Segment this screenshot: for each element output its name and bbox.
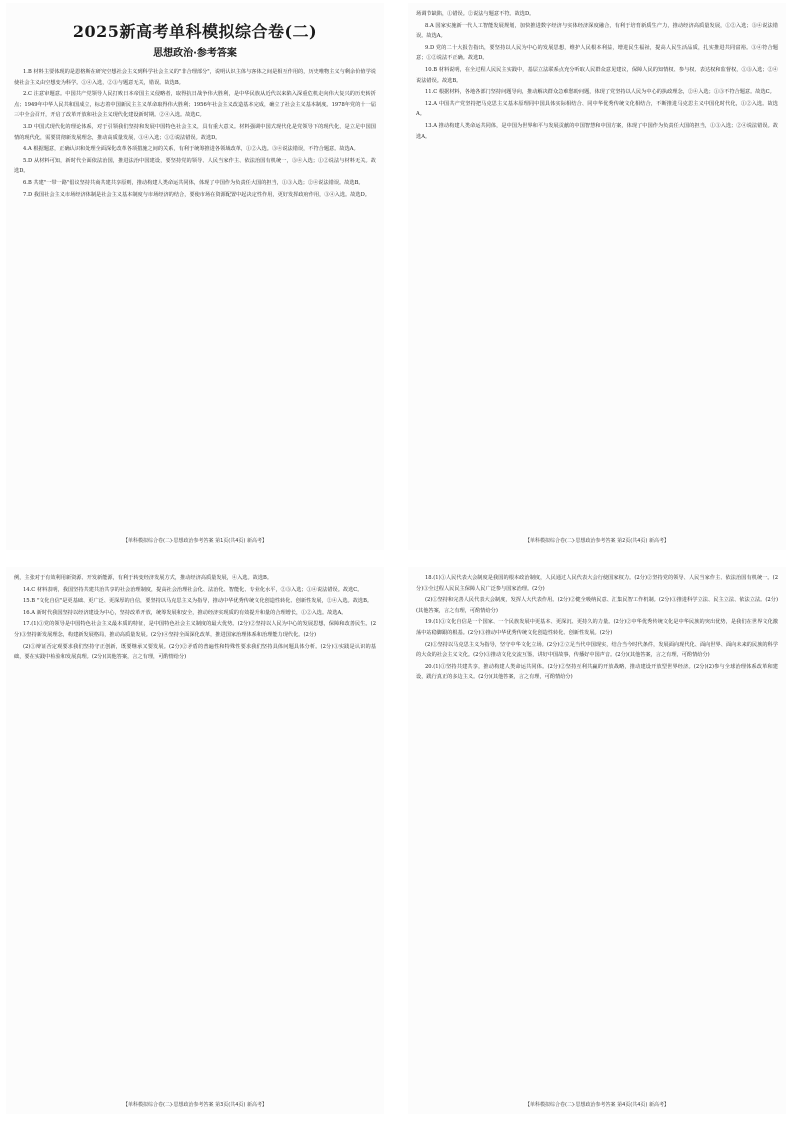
answer-paragraph: 4.A 根据题意，正确认识和处理全面深化改革各项措施之间的关系，有利于统筹推进各领域改革，①②入选。③④说法错误，不符合题意。故选A。 — [23, 146, 359, 153]
answer-paragraph: (2)①坚持以马克思主义为指导，坚守中华文化立场。(2分)②立足当代中国现实，结合当今时代条件，发展面向现代化、面向世界、面向未来的民族的科学的大众的社会主义文化。(2分)③推动文化交流互鉴，讲好中国故事，传播好中国声音。(2分)(其他答案，言之有理，可酌情给分) — [416, 641, 778, 659]
page-footer: 【单科模拟综合卷(二)·思想政治参考答案 第3页(共4页) 新高考】 — [123, 1102, 267, 1108]
answer-paragraph: 17.(1)①党的领导是中国特色社会主义最本质的特征，是中国特色社会主义制度的最大优势。(2分)②坚持以人民为中心的发展思想，保障和改善民生。(2分)③坚持新发展理念，构建新发展格局，推动高质量发展。(2分)④坚持全面深化改革，推进国家治理体系和治理能力现代化。(2分) — [14, 621, 376, 638]
answer-paragraph: 例，主张对于有效利用新资源、开发新能源，有利于转变经济发展方式，推动经济高质量发展，④入选。故选B。 — [14, 575, 273, 581]
page-footer: 【单科模拟综合卷(二)·思想政治参考答案 第4页(共4页) 新高考】 — [525, 1102, 669, 1108]
page-footer: 【单科模拟综合卷(二)·思想政治参考答案 第1页(共4页) 新高考】 — [123, 538, 267, 544]
answer-page-1 — [6, 3, 384, 550]
document-title: 2025新高考单科模拟综合卷(二) — [72, 22, 318, 41]
answer-paragraph: 7.D 我国社会主义市场经济体制是社会主义基本制度与市场经济的结合，要使市场在资源配置中起决定性作用，更好发挥政府作用，③④入选。故选D。 — [23, 191, 370, 198]
answer-paragraph: 18.(1)①人民代表大会制度是我国的根本政治制度，人民通过人民代表大会行使国家权力。(2分)②坚持党的领导、人民当家作主、依法治国有机统一。(2分)③全过程人民民主保障人民广泛参与国家治理。(2分) — [416, 575, 778, 592]
answer-paragraph: 20.(1)①坚持共建共享，推动构建人类命运共同体。(2分)②坚持互利共赢的开放战略，推动建设开放型世界经济。(2分)(2)参与全球治理体系改革和建设，践行真正的多边主义。(2分)(其他答案，言之有理，可酌情给分) — [416, 663, 778, 681]
document-subtitle: 思想政治·参考答案 — [153, 48, 237, 59]
answer-paragraph: 12.A 中国共产党坚持把马克思主义基本原理同中国具体实际相结合、同中华优秀传统文化相结合，不断推进马克思主义中国化时代化，①②入选。故选A。 — [416, 100, 778, 118]
answer-paragraph: 13.A 推动构建人类命运共同体，是中国为世界和平与发展贡献的中国智慧和中国方案，体现了中国作为负责任大国的担当，①③入选；②④说法错误。故选A。 — [416, 122, 778, 140]
answer-paragraph: 2.C 注意审题意。中国共产党领导人民打败日本帝国主义侵略者，取得抗日战争伟大胜利，是中华民族从近代以来陷入深重危机走向伟大复兴的历史转折点；1949年中华人民共和国成立，标志着中国新民主主义革命取得伟大胜利；1956年社会主义改造基本完成，确立了社会主义基本制度。1978年党的十一届三中全会召开，开启了改革开放和社会主义现代化建设新时期。②④入选。故选C。 — [14, 91, 376, 119]
answer-paragraph: 6.B 共建"一带一路"倡议坚持共商共建共享原则，推动构建人类命运共同体，体现了中国作为负责任大国的担当，①③入选；②④说法错误。故选B。 — [23, 179, 364, 186]
answer-paragraph: 14.C 材料表明，我国坚持共建共治共享的社会治理制度，提高社会治理社会化、法治化、智能化、专业化水平，②③入选；①④说法错误。故选C。 — [23, 586, 363, 593]
answer-paragraph: 19.(1)①文化自信是一个国家、一个民族发展中更基本、更深沉、更持久的力量。(2分)②中华优秀传统文化是中华民族的突出优势，是我们在世界文化激荡中站稳脚跟的根基。(2分)③推动中华优秀传统文化创造性转化、创新性发展。(2分) — [416, 619, 778, 636]
answer-paragraph: 3.D 中国式现代化的理论体系，对于引领我们坚持和发展中国特色社会主义，具有重大意义。材料强调中国式现代化是党领导下的现代化，是立足中国国情的现代化，需要贯彻新发展理念，推动高质量发展，③④入选；①②说法错误。故选D。 — [14, 123, 376, 141]
answer-paragraph: 10.B 材料说明，在全过程人民民主实践中，基层立法联系点充分听取人民群众意见建议，保障人民的知情权、参与权、表达权和监督权，①③入选；②④说法错误。故选B。 — [416, 66, 778, 84]
answer-paragraph: 场调节缺陷，①错误。②说法与题意不符。故选D。 — [416, 11, 535, 17]
answer-paragraph: (2)①辩证否定观要求我们坚持守正创新，既要继承又要发展。(2分)②矛盾的普遍性和特殊性要求我们坚持具体问题具体分析。(2分)③实践是认识的基础，要在实践中检验和发展真理。(2分)(其他答案，言之有理，可酌情给分) — [14, 643, 376, 661]
answer-page-2 — [408, 3, 786, 550]
answer-paragraph: 5.D 从材料可知，新时代全面依法治国，推进法治中国建设，要坚持党的领导、人民当家作主、依法治国有机统一，③④入选；①②说法与材料无关。故选D。 — [14, 157, 376, 175]
answer-paragraph: 15.B "文化自信"是更基础、更广泛、更深厚的自信，要坚持以马克思主义为指导，推动中华优秀传统文化创造性转化、创新性发展，②④入选。故选B。 — [23, 598, 373, 605]
page-footer: 【单科模拟综合卷(二)·思想政治参考答案 第2页(共4页) 新高考】 — [525, 538, 669, 544]
answer-paragraph: 1.B 材料主要体现的是恩格斯在研究空想社会主义到科学社会主义的"非合理部分"，说明认识主体与客体之间是相互作用的，历史唯物主义与剩余价值学说使社会主义由空想变为科学。①④入选，②③与题意无关，错误。故选B。 — [14, 69, 376, 86]
answer-paragraph: (2)①坚持和完善人民代表大会制度，发挥人大代表作用。(2分)②健全吸纳民意、汇集民智工作机制。(2分)③推进科学立法、民主立法、依法立法。(2分)(其他答案，言之有理，可酌情给分) — [416, 597, 778, 614]
answer-paragraph: 11.C 根据材料，各地各部门坚持问题导向，推动解决群众急难愁盼问题，体现了党坚持以人民为中心的执政理念，②④入选；①③不符合题意。故选C。 — [425, 89, 775, 96]
answer-paragraph: 9.D 党的二十大报告指出，要坚持以人民为中心的发展思想，维护人民根本利益，增进民生福祉，提高人民生活品质，扎实推进共同富裕。③④符合题意；①②说法不正确。故选D。 — [416, 44, 778, 62]
answer-paragraph: 16.A 新时代我国坚持以经济建设为中心，坚持改革开放，统筹发展和安全，推动经济实现质的有效提升和量的合理增长，①②入选。故选A。 — [23, 609, 347, 616]
answer-page-4 — [408, 567, 786, 1114]
answer-page-3 — [6, 567, 384, 1114]
answer-paragraph: 8.A 国家实施新一代人工智能发展规划，加快推进数字经济与实体经济深度融合，有利于培育新质生产力，推动经济高质量发展，①②入选；③④说法错误。故选A。 — [416, 22, 778, 40]
